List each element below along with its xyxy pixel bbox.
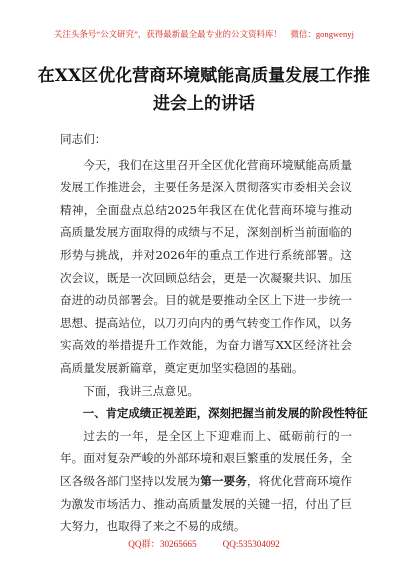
emphasis-first-priority: 第一要务 [200, 473, 247, 488]
document-title: 在XX区优化营商环境赋能高质量发展工作推进会上的讲话 [37, 66, 371, 114]
paragraph-section-1 [60, 425, 352, 538]
document-body [60, 128, 368, 538]
contact-footer [0, 536, 408, 550]
salutation: 同志们： [60, 132, 107, 146]
paragraph-intro: 今天，我们在这里召开全区优化营商环境赋能高质量发展工作推进会，主要任务是深入贯彻落实市委相关会议精神，全面盘点总结2025年我区在优化营商环境与推动高质量发展方面取得的成绩与不足，深刻剖析当前面临的形势与挑战，并对2026年的重点工作进行系统部署。这次会议，既是一次回顾总结会，更是一次凝聚共识、加压奋进的动员部署会。目的就是要推动全区上下进一步统一思想、提高站位，以刀刃向内的勇气转变工作作风，以务实高效的举措提升工作效能，为奋力谱写XX区经济社会高质量发展新篇章，奠定更加坚实稳固的基础。 [60, 157, 352, 375]
qq-group-contact: QQ群：30265665 [128, 539, 197, 549]
paragraph-section-1-text-b: ，将优化营商环境作为激发市场活力、推动高质量发展的关键一招，付出了巨大努力，也取得了来之不易的成绩。 [60, 473, 352, 534]
paragraph-section-1-text-a: 过去的一年，是全区上下迎难而上、砥砺前行的一年。面对复杂严峻的外部环境和艰巨繁重的发展任务，全区各级各部门坚持以发展为 [60, 428, 352, 488]
paragraph-outline: 下面，我讲三点意见。 [83, 383, 200, 398]
section-heading-1: 一、肯定成绩正视差距，深刻把握当前发展的阶段性特征 [82, 406, 368, 421]
qq-contact: QQ:535304092 [222, 539, 280, 549]
promo-banner: 关注头条号“公文研究”，获得最新最全最专业的公文资料库！ 微信：gongwenyj [54, 30, 354, 39]
